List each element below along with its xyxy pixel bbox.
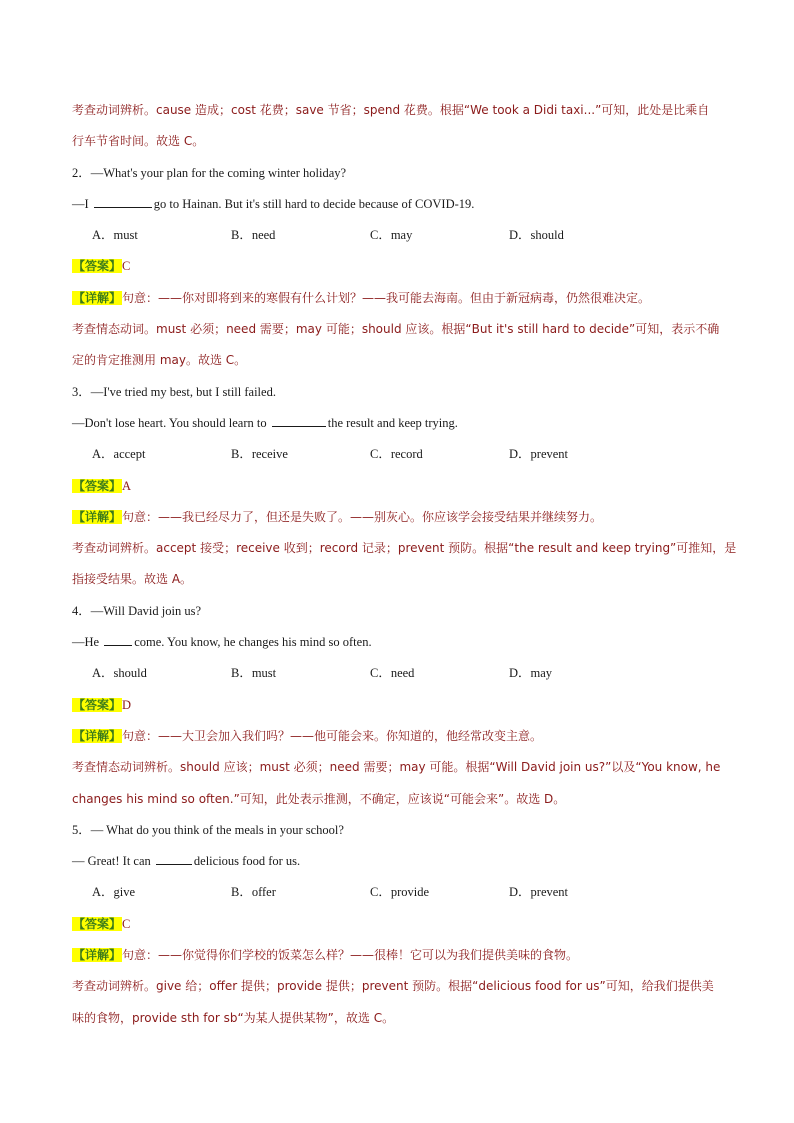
answer-tag: 【答案】 [73, 916, 122, 931]
detail-tag: 【详解】 [73, 948, 122, 963]
option-item: A．must [92, 228, 138, 243]
answer-line [72, 474, 724, 505]
answer-line [72, 912, 724, 943]
dialogue-text: come. You know, he changes his mind so often. [134, 635, 372, 650]
option-item: D．should [509, 228, 564, 243]
question-dialogue [72, 411, 724, 442]
question-block [72, 161, 724, 380]
detail-line: 考查动词辨析。accept 接受；receive 收到；record 记录；prevent 预防。根据“the result and keep trying”可推知，是 [72, 541, 737, 556]
detail-line [72, 286, 724, 317]
question-dialogue [72, 849, 724, 880]
answer-line [72, 254, 724, 285]
question-dialogue [72, 630, 724, 661]
detail-line: 味的食物，provide sth for sb“为某人提供某物”，故选 C。 [72, 1010, 395, 1025]
dialogue-text: —He [72, 635, 103, 650]
explanation-line: 行车节省时间。故选 C。 [72, 134, 205, 149]
answer-tag: 【答案】 [73, 697, 122, 712]
answer-value: C [122, 259, 131, 274]
answer-value: D [122, 697, 132, 712]
question-block [72, 380, 737, 599]
detail-line [72, 724, 724, 755]
explanation-line: 考查动词辨析。cause 造成；cost 花费；save 节省；spend 花费。根据“We took a Didi taxi...”可知，此处是比乘自 [72, 103, 710, 117]
answer-blank [272, 412, 326, 427]
options-row [72, 661, 724, 692]
option-item: B．receive [231, 447, 288, 462]
answer-value: C [122, 916, 131, 931]
option-item: D．prevent [509, 447, 569, 462]
option-item: B．must [231, 666, 277, 681]
detail-line: changes his mind so often.”可知，此处表示推测，不确定，应该说“可能会来”。故选 D。 [72, 791, 566, 806]
question-dialogue [72, 192, 724, 223]
option-item: C．provide [370, 885, 430, 900]
dialogue-text: go to Hainan. But it's still hard to decide because of COVID-19. [153, 196, 475, 211]
option-item: A．accept [92, 447, 146, 462]
detail-line: 考查动词辨析。give 给；offer 提供；provide 提供；prevent 预防。根据“delicious food for us”可知，给我们提供美 [72, 979, 714, 994]
question-list [72, 161, 737, 1037]
option-item: B．offer [231, 885, 276, 900]
question-stem: 2．—What's your plan for the coming winter holiday? [72, 165, 347, 180]
question-block [72, 818, 724, 1037]
option-item: D．prevent [509, 885, 569, 900]
answer-line [72, 693, 724, 724]
option-item: A．give [92, 885, 136, 900]
answer-blank [104, 631, 132, 646]
option-item: C．record [370, 447, 423, 462]
detail-text: 句意：——你对即将到来的寒假有什么计划？——我可能去海南。但由于新冠病毒，仍然很难决定。 [122, 290, 651, 305]
answer-tag: 【答案】 [73, 478, 122, 493]
detail-line [72, 943, 724, 974]
detail-tag: 【详解】 [73, 509, 122, 524]
option-item: A．should [92, 666, 147, 681]
dialogue-text: — Great! It can [72, 854, 154, 869]
question-stem: 3．—I've tried my best, but I still failed. [72, 384, 276, 399]
options-row [72, 442, 724, 473]
options-row [72, 223, 724, 254]
detail-line [72, 505, 724, 536]
question-stem: 5．— What do you think of the meals in your school? [72, 822, 344, 837]
options-row [72, 880, 724, 911]
detail-line: 定的肯定推测用 may。故选 C。 [72, 353, 247, 368]
document-page [72, 98, 737, 1037]
detail-tag: 【详解】 [73, 290, 122, 305]
dialogue-text: the result and keep trying. [327, 415, 458, 430]
detail-line: 指接受结果。故选 A。 [72, 572, 193, 587]
detail-text: 句意：——你觉得你们学校的饭菜怎么样？——很棒！它可以为我们提供美味的食物。 [122, 948, 579, 963]
detail-line: 考查情态动词。must 必须；need 需要；may 可能；should 应该。根据“But it's still hard to decide”可知，表示不确 [72, 322, 720, 337]
option-item: B．need [231, 228, 276, 243]
dialogue-text: —Don't lose heart. You should learn to [72, 415, 270, 430]
answer-tag: 【答案】 [73, 259, 122, 274]
answer-blank [94, 193, 152, 208]
detail-tag: 【详解】 [73, 728, 122, 743]
dialogue-text: —I [72, 196, 92, 211]
question-block [72, 599, 724, 818]
detail-text: 句意：——大卫会加入我们吗？——他可能会来。你知道的，他经常改变主意。 [122, 728, 543, 743]
detail-line: 考查情态动词辨析。should 应该；must 必须；need 需要；may 可能。根据“Will David join us?”以及“You know, he [72, 760, 721, 775]
detail-text: 句意：——我已经尽力了，但还是失败了。——别灰心。你应该学会接受结果并继续努力。 [122, 509, 603, 524]
option-item: D．may [509, 666, 553, 681]
answer-value: A [122, 478, 132, 493]
question-stem: 4．—Will David join us? [72, 603, 201, 618]
answer-blank [156, 850, 192, 865]
option-item: C．need [370, 666, 415, 681]
option-item: C．may [370, 228, 413, 243]
dialogue-text: delicious food for us. [193, 854, 301, 869]
